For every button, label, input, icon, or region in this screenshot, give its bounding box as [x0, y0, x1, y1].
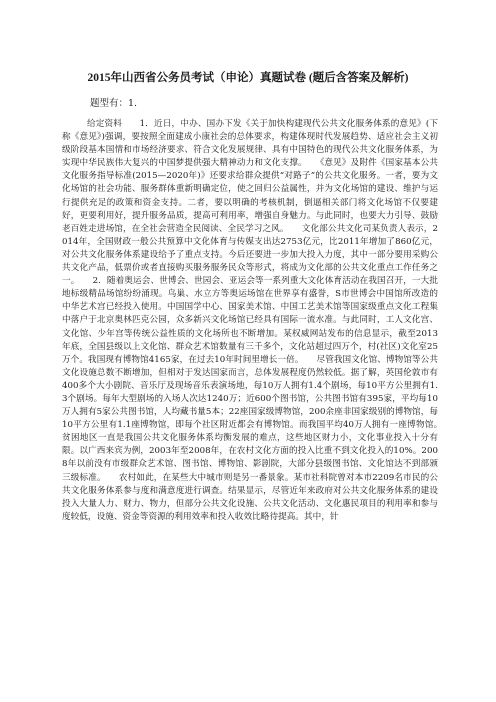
question-type-value: 1. [128, 98, 138, 109]
body-text: 给定资料 1．近日，中办、国办下发《关于加快构建现代公共文化服务体系的意见》(下称《意见》)强调，要按照全面建成小康社会的总体要求，构建体现时代发展趋势、适应社会主义初级阶段基本国情和市场经济要求、符合文化发展规律、具有中国特色的现代公共文化服务体系，为实现中华民族伟大复兴的中国梦提供强大精神动力和文化支撑。 《意见》及附件《国家基本公共文化服务指导标准(2015—2020年)》还要求给群众提供“对路子”的公共文化服务。一者，要为文化场馆的社会功能、服务群体重新明确定位，使之回归公益属性，并为文化场馆的建设、维护与运行提供充足的政策和资金支持。二者，要以明确的考核机制，倒逼相关部门将文化场馆不仅要建好，更要利用好，提升服务品质，提高可利用率，增强自身魅力。与此同时，也要大力引导、鼓励老百姓走进场馆，在全社会营造全民阅读、全民学习之风。 文化部公共文化司某负责人表示，2014年，全国财政一般公共预算中文化体育与传媒支出达2753亿元，比2011年增加了860亿元，对公共文化服务体系建设给予了重点支持。今后还要进一步加大投入力度，其中一部分要用采购公共文化产品，低票价或者直接购买服务服务民众等形式，将成为文化部的公共文化重点工作任务之一。 2．随着奥运会、世博会、世园会、亚运会等一系列重大文化体育活动在我国召开，一大批地标级精品场馆纷纷涌现。鸟巢、水立方等奥运场馆在世界享有盛誉，S市世博会中国馆所改造的中华艺术宫已经投入使用。中国国学中心、国家美术馆、中国工艺美术馆等国家级重点文化工程集中落户于北京奥林匹克公园，众多新兴文化场馆已经具有国际一流水准。与此同时，工人文化宫、文化馆、少年宫等传统公益性质的文化场所也不断增加。某权威网站发布的信息显示，截至2013年底，全国县级以上文化馆、群众艺术馆数量有三千多个，文化站超过四万个，村(社区)文化室25万个。我国现有博物馆4165家，在过去10年时间里增长一倍。 尽管我国文化馆、博物馆等公共文化设施总数不断增加，但相对于发达国家而言，总体发展程度仍然较低。据了解，英国伦敦市有400多个大小剧院、音乐厅及现场音乐表演场地，每10万人拥有1.4个剧场，每10平方公里拥有1.3个剧场。每年大型剧场的入场人次达1240万；近600个图书馆，公共图书馆有395家，平均每10万人拥有5家公共图书馆，人均藏书量5本；22座国家级博物馆，200余座非国家级别的博物馆，每10平方公里有1.1座博物馆，即每个社区附近都会有博物馆。而我国平均40万人拥有一座博物馆。 贫困地区一直是我国公共文化服务体系均衡发展的难点，这些地区财力小，文化事业投入十分有限。以广西来宾为例，2003年至2008年，在农村文化方面的投入比重不到文化投入的10%。2008年以前没有市级群众艺术馆、图书馆、博物馆、影剧院，大部分县级图书馆、文化馆达不到部颁三级标准。 农村如此，在某些大中城市则是另一番景象。某市社科院曾对本市2209名市民的公共文化服务体系参与度和满意度进行调查。结果显示，尽管近年来政府对公共文化服务体系的建设投入大量人力、财力、物力，但部分公共文化设施、公共文化活动、文化惠民项目的利用率和参与度较低，设施、资金等资源的利用效率和投入收效比略待提高。其中，针 [62, 119, 456, 522]
question-type-line [90, 97, 137, 111]
document-title: 2015年山西省公务员考试（申论）真题试卷 (题后含答案及解析) [87, 72, 409, 84]
question-type-label: 题型有： [90, 98, 129, 109]
